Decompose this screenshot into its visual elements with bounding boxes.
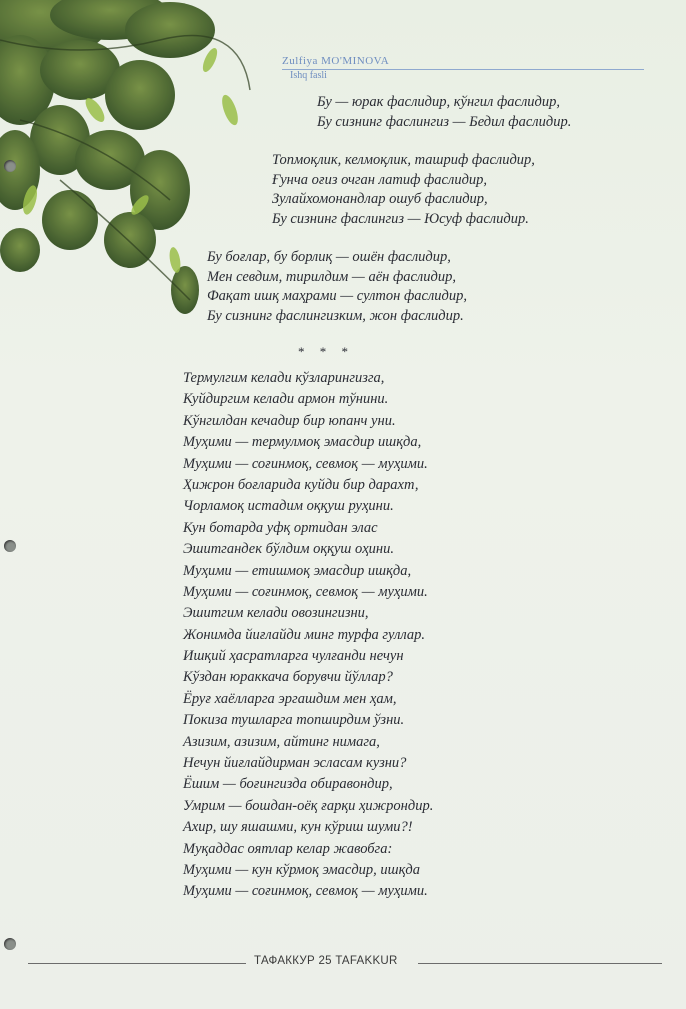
poem-line: Термулгим келади кўзларингизга,: [183, 370, 385, 386]
poem-line: Бу сизнинг фаслингизким, жон фаслидир.: [207, 307, 464, 324]
poem-line: Муҳими — соғинмоқ, севмоқ — муҳими.: [183, 455, 428, 472]
poem-line: Ахир, шу яшашми, кун кўриш шуми?!: [183, 819, 413, 836]
stanza-2: [272, 151, 535, 229]
header-author: Zulfiya MO'MINOVA: [282, 55, 390, 67]
poem-main: [183, 368, 433, 903]
poem-line: Муҳими — термулмоқ эмасдир ишқда,: [183, 434, 422, 451]
poem-line: Кўнгилдан кечадир бир юпанч уни.: [183, 412, 396, 429]
footer-folio: ТАФАККУР 25 TAFAKKUR: [254, 955, 398, 967]
poem-line: Зулайхомонандлар ошуб фаслидир,: [272, 191, 488, 207]
poem-line: Чорламоқ истадим оққуш руҳини.: [183, 498, 394, 515]
poem-line: Мен севдим, тирилдим — аён фаслидир,: [207, 268, 456, 285]
binder-hole: [4, 540, 16, 552]
poem-line: Муҳими — соғинмоқ, севмоқ — муҳими.: [183, 883, 428, 900]
poem-line: Муҳими — соғинмоқ, севмоқ — муҳими.: [183, 583, 428, 600]
footer-rule-left: [28, 963, 246, 964]
footer-rule-right: [418, 963, 662, 964]
header-rule: [282, 69, 644, 70]
binder-hole: [4, 160, 16, 172]
poem-line: Ишқий ҳасратларга чулғанди нечун: [183, 648, 404, 665]
poem-line: Умрим — бошдан-оёқ ғарқи ҳижрондир.: [183, 797, 434, 814]
poem-line: Эшитгим келади овозингизни,: [183, 605, 369, 622]
poem-line: Эшитгандек бўлдим оққуш оҳини.: [183, 541, 394, 558]
poem-line: Ёшим — боғингизда обиравондир,: [183, 776, 393, 793]
binder-hole: [4, 938, 16, 950]
poem-line: Нечун йиғлайдирман эсласам кузни?: [183, 755, 407, 772]
header-section-title: Ishq fasli: [290, 70, 327, 81]
poem-line: Бу — юрак фаслидир, кўнгил фаслидир,: [317, 94, 561, 110]
poem-line: Топмоқлик, келмоқлик, ташриф фаслидир,: [272, 152, 535, 168]
poem-line: Муқаддас оятлар келар жавобга:: [183, 840, 393, 857]
poem-line: Кўздан юраккача борувчи йўллар?: [183, 669, 393, 686]
section-separator: * * *: [298, 344, 354, 359]
stanza-1: [317, 93, 571, 132]
poem-line: Покиза тушларга топширдим ўзни.: [183, 712, 405, 729]
stanza-3: [207, 248, 467, 326]
poem-line: Бу сизнинг фаслингиз — Бедил фаслидир.: [317, 113, 572, 130]
poem-line: Муҳими — етишмоқ эмасдир ишқда,: [183, 562, 412, 579]
poem-line: Жонимда йиғлайди минг турфа гуллар.: [183, 626, 426, 643]
poem-line: Кун ботарда уфқ ортидан элас: [183, 519, 378, 536]
poem-line: Ёруғ хаёлларга эргашдим мен ҳам,: [183, 690, 397, 707]
poem-line: Бу сизнинг фаслингиз — Юсуф фаслидир.: [272, 210, 529, 227]
poem-line: Фақат ишқ маҳрами — султон фаслидир,: [207, 288, 467, 304]
poem-line: Ғунча оғиз очган латиф фаслидир,: [272, 171, 488, 188]
poem-line: Бу боғлар, бу борлиқ — ошён фаслидир,: [207, 249, 451, 265]
poem-line: Куйдиргим келади армон тўнини.: [183, 391, 389, 408]
poem-line: Муҳими — кун кўрмоқ эмасдир, ишқда: [183, 861, 420, 878]
poem-line: Ҳижрон боғларида куйди бир дарахт,: [183, 476, 419, 493]
poem-line: Азизим, азизим, айтинг нимага,: [183, 733, 380, 750]
